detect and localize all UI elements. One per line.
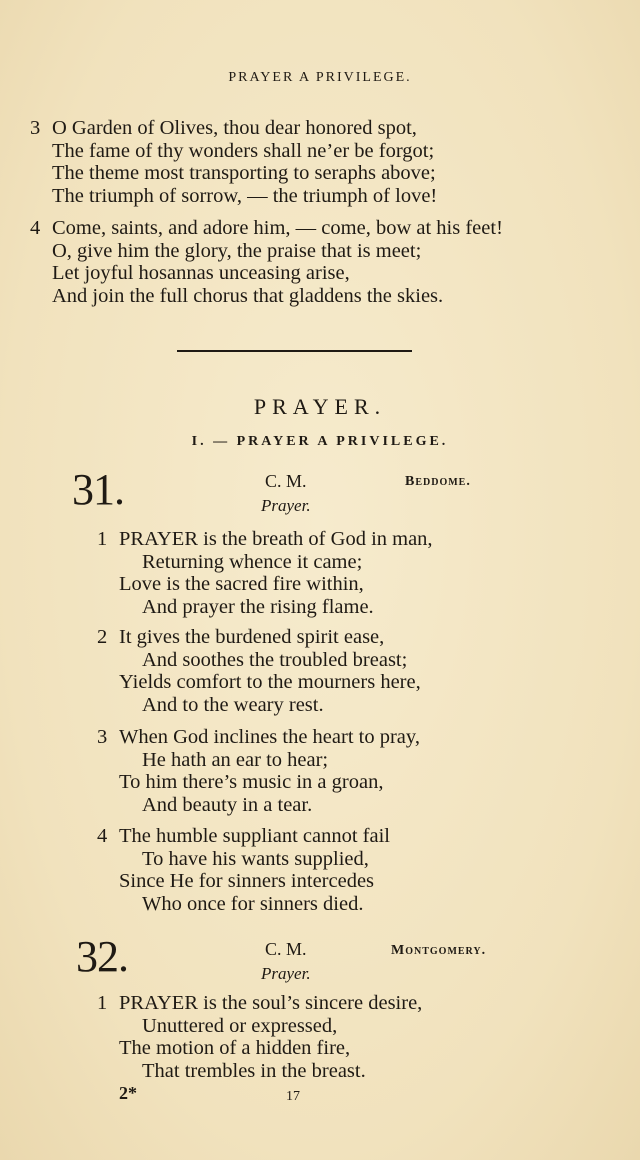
verse-line: 4 The humble suppliant cannot fail [97,825,390,847]
verse-number: 4 [97,825,108,847]
prev-verse-3 [30,117,437,207]
verse-line: Yields comfort to the mourners here, [119,671,421,693]
verse-line: The theme most transporting to seraphs above; [52,162,436,184]
verse-line: To have his wants supplied, [142,847,369,870]
verse-line: 1 PRAYER is the soul’s sincere desire, [97,992,423,1014]
signature-mark: 2* [119,1083,137,1103]
hymn-meter: C. M. [265,471,307,491]
hymn-topic: Prayer. [261,496,311,515]
verse-number: 3 [97,726,108,748]
verse-line: 1 PRAYER is the breath of God in man, [97,528,433,550]
verse-line: And beauty in a tear. [142,793,313,816]
verse-number: 1 [97,992,108,1014]
hymn31-verse-2 [97,626,421,716]
verse-line: The triumph of sorrow, — the triumph of love! [52,184,438,207]
hymn-number: 32. [76,932,128,981]
verse-line: And join the full chorus that gladdens the skies. [52,284,444,307]
running-head: PRAYER A PRIVILEGE. [228,70,412,85]
hymn-number: 31. [72,465,124,514]
verse-line: Love is the sacred fire within, [119,573,364,595]
prev-verse-4 [30,217,503,307]
verse-number: 1 [97,528,108,550]
section-title: PRAYER. [253,394,387,419]
verse-line: Who once for sinners died. [142,892,364,915]
verse-line: Returning whence it came; [142,550,363,573]
section-divider [177,350,412,352]
hymn31-verse-4 [97,825,390,915]
verse-line: He hath an ear to hear; [142,748,329,771]
hymn32-verse-1 [97,992,422,1082]
verse-line: The fame of thy wonders shall ne’er be forgot; [52,139,435,162]
verse-number: 4 [30,217,41,239]
verse-line: O, give him the glory, the praise that is meet; [52,239,422,262]
verse-line: Let joyful hosannas unceasing arise, [52,262,350,284]
verse-line: That trembles in the breast. [142,1059,366,1082]
verse-line: And soothes the troubled breast; [142,648,408,671]
verse-line: 3 O Garden of Olives, thou dear honored spot, [30,117,417,139]
verse-line: 3 When God inclines the heart to pray, [97,726,420,748]
page-number: 17 [286,1089,300,1104]
verse-line: Unuttered or expressed, [142,1014,338,1037]
verse-line: 4 Come, saints, and adore him, — come, bow at his feet! [30,217,503,239]
verse-number: 2 [97,626,108,648]
hymn-meter: C. M. [265,939,307,959]
subsection-title: I. — PRAYER A PRIVILEGE. [191,434,449,449]
verse-line: And prayer the rising flame. [142,595,374,618]
hymn31-verse-1 [97,528,433,618]
hymn31-verse-3 [97,726,420,816]
hymn-topic: Prayer. [261,964,311,983]
verse-line: To him there’s music in a groan, [119,771,384,793]
verse-line: And to the weary rest. [142,693,324,716]
verse-line: Since He for sinners intercedes [119,870,375,892]
verse-number: 3 [30,117,41,139]
hymn-author: Montgomery. [391,943,487,958]
verse-line: 2 It gives the burdened spirit ease, [97,626,385,648]
hymn-author: Beddome. [405,474,471,489]
verse-line: The motion of a hidden fire, [119,1037,351,1059]
